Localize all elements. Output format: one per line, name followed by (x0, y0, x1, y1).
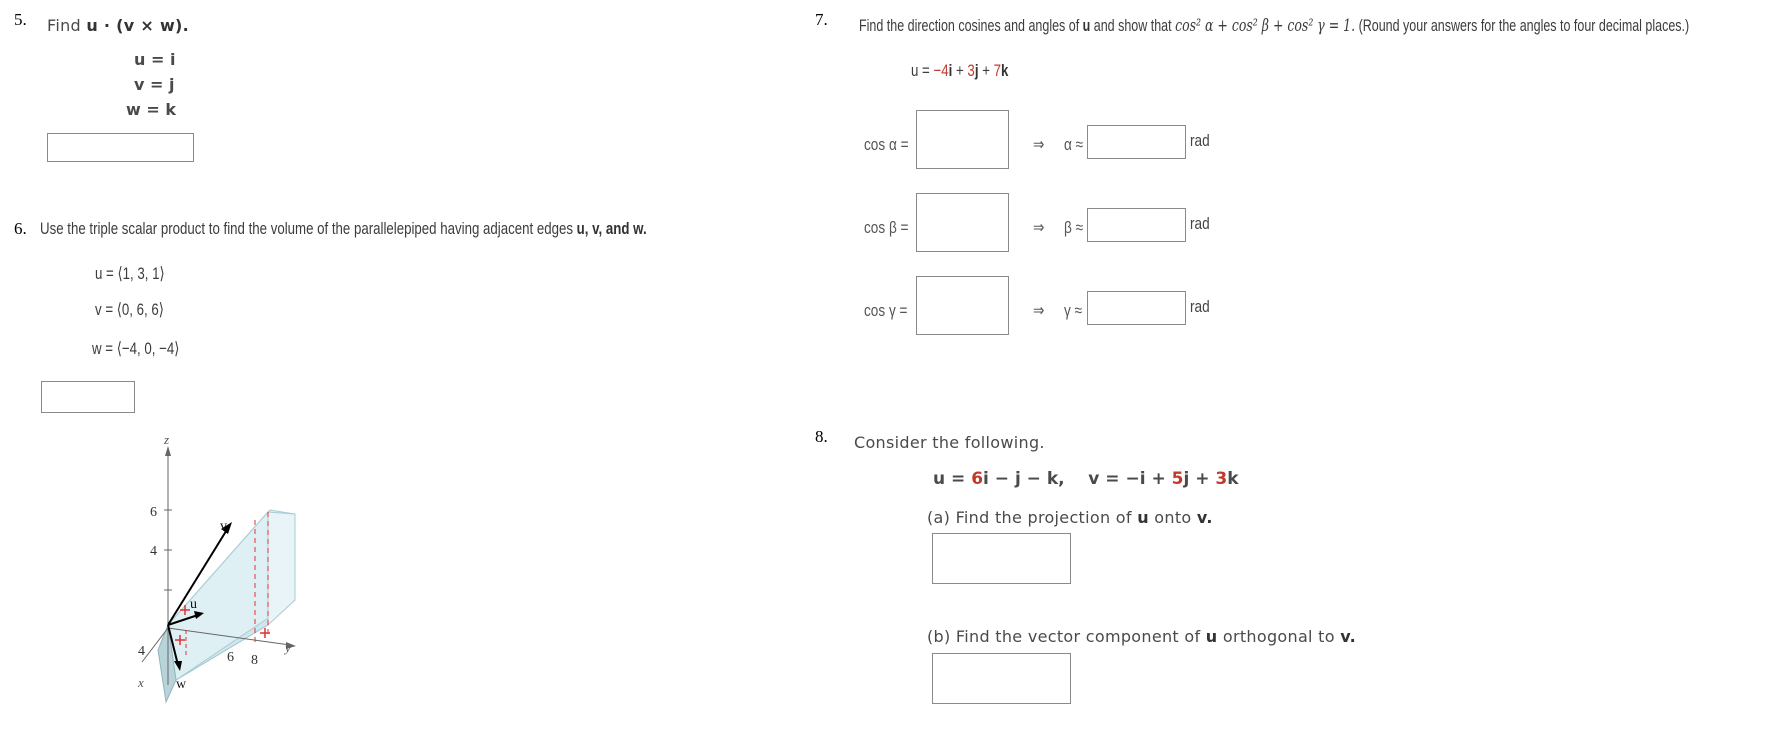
problem-6-eq-w: w = ⟨−4, 0, −4⟩ (92, 339, 180, 358)
problem-6-eq-v: v = ⟨0, 6, 6⟩ (95, 300, 164, 319)
alpha-unit-label: rad (1190, 131, 1210, 150)
beta-unit-label: rad (1190, 214, 1210, 233)
problem-8-part-b-mid: orthogonal to (1222, 627, 1335, 646)
parallelepiped-figure (120, 430, 320, 720)
axis-label-x: x (138, 675, 144, 690)
problem-7-prompt-eq: cos² α + cos² β + cos² γ = 1. (1175, 16, 1356, 36)
problem-8-part-a-text: (a) Find the projection of u onto v. (927, 508, 1213, 527)
figure-label-u: u (190, 597, 197, 612)
gamma-approx-label: γ ≈ (1064, 301, 1083, 320)
projection-answer-input[interactable] (932, 533, 1071, 584)
problem-7-vector-c1: −4 (933, 61, 949, 80)
cos-beta-label: cos β = (864, 218, 909, 237)
problem-8-prompt: Consider the following. (854, 433, 1045, 452)
axis-label-y: y (285, 640, 291, 655)
alpha-input[interactable] (1087, 125, 1186, 159)
problem-6-prompt-vars: u, v, and w. (576, 219, 647, 238)
problem-7-vector-c2: 3 (967, 61, 975, 80)
figure-label-w: w (176, 677, 187, 692)
problem-8-part-b-lead: (b) Find the vector component of (927, 627, 1201, 646)
arrow-icon: ⇒ (1033, 218, 1045, 237)
problem-6-eq-u: u = ⟨1, 3, 1⟩ (95, 264, 165, 283)
beta-approx-label: β ≈ (1064, 218, 1084, 237)
problem-7-prompt-a: Find the direction cosines and angles of (859, 16, 1080, 35)
beta-input[interactable] (1087, 208, 1186, 242)
problem-7-vector-c3: 7 (993, 61, 1002, 80)
axis-label-z: z (164, 432, 170, 447)
tick-label-z-4: 4 (150, 544, 157, 559)
arrow-icon: ⇒ (1033, 135, 1045, 154)
figure-face-right (268, 512, 295, 625)
problem-7-vector: u = −4i + 3j + 7k (911, 61, 1009, 80)
problem-8-number: 8. (815, 427, 828, 446)
problem-7-prompt-round: (Round your answers for the angles to four decimal places.) (1358, 16, 1690, 35)
problem-8-vectors: u = 6i − j − k, v = −i + 5j + 3k (933, 469, 1239, 489)
z-axis-arrow-icon (165, 446, 171, 456)
orthogonal-component-input[interactable] (932, 653, 1071, 704)
problem-5-eq-u: u = i (134, 50, 176, 69)
problem-5-expression: u · (v × w). (86, 16, 190, 35)
problem-6-number: 6. (14, 219, 27, 238)
problem-5-find-word: Find (47, 16, 81, 35)
problem-6-prompt (40, 219, 647, 239)
problem-5-number: 5. (14, 10, 27, 29)
problem-5-eq-w: w = k (126, 100, 176, 119)
tick-label-x-4: 4 (138, 644, 145, 659)
gamma-unit-label: rad (1190, 297, 1210, 316)
problem-5-answer-input[interactable] (47, 133, 194, 162)
problem-6-prompt-text: Use the triple scalar product to find the volume of the parallelepiped having adjacent edges (40, 219, 573, 238)
problem-7-vector-lhs: u = (911, 61, 934, 80)
tick-label-z-6: 6 (150, 505, 157, 520)
problem-5-eq-v: v = j (134, 75, 175, 94)
problem-7-prompt: Find the direction cosines and angles of u and show that cos² α + cos² β + cos² γ = 1. (Round your answers for the angles to four decimal places.) (859, 16, 1690, 36)
figure-label-v: v (220, 519, 227, 534)
tick-label-y-6: 6 (227, 650, 234, 665)
problem-8-part-b-text: (b) Find the vector component of u orthogonal to v. (927, 627, 1357, 646)
problem-5-prompt (47, 16, 189, 35)
problem-7-prompt-b: and show that (1093, 16, 1172, 35)
alpha-approx-label: α ≈ (1064, 135, 1084, 154)
problem-8-v-c2: 5 (1171, 469, 1184, 489)
tick-label-y-8: 8 (251, 653, 258, 668)
problem-7-number: 7. (815, 10, 828, 29)
cos-gamma-input[interactable] (916, 276, 1009, 335)
cos-beta-input[interactable] (916, 193, 1009, 252)
cos-alpha-label: cos α = (864, 135, 909, 154)
problem-8-part-a-mid: onto (1154, 508, 1192, 527)
cos-alpha-input[interactable] (916, 110, 1009, 169)
problem-8-v-c3: 3 (1215, 469, 1228, 489)
problem-8-u-c1: 6 (971, 469, 984, 489)
cos-gamma-label: cos γ = (864, 301, 908, 320)
gamma-input[interactable] (1087, 291, 1186, 325)
arrow-icon: ⇒ (1033, 301, 1045, 320)
problem-6-answer-input[interactable] (41, 381, 135, 413)
problem-8-part-a-lead: (a) Find the projection of (927, 508, 1132, 527)
